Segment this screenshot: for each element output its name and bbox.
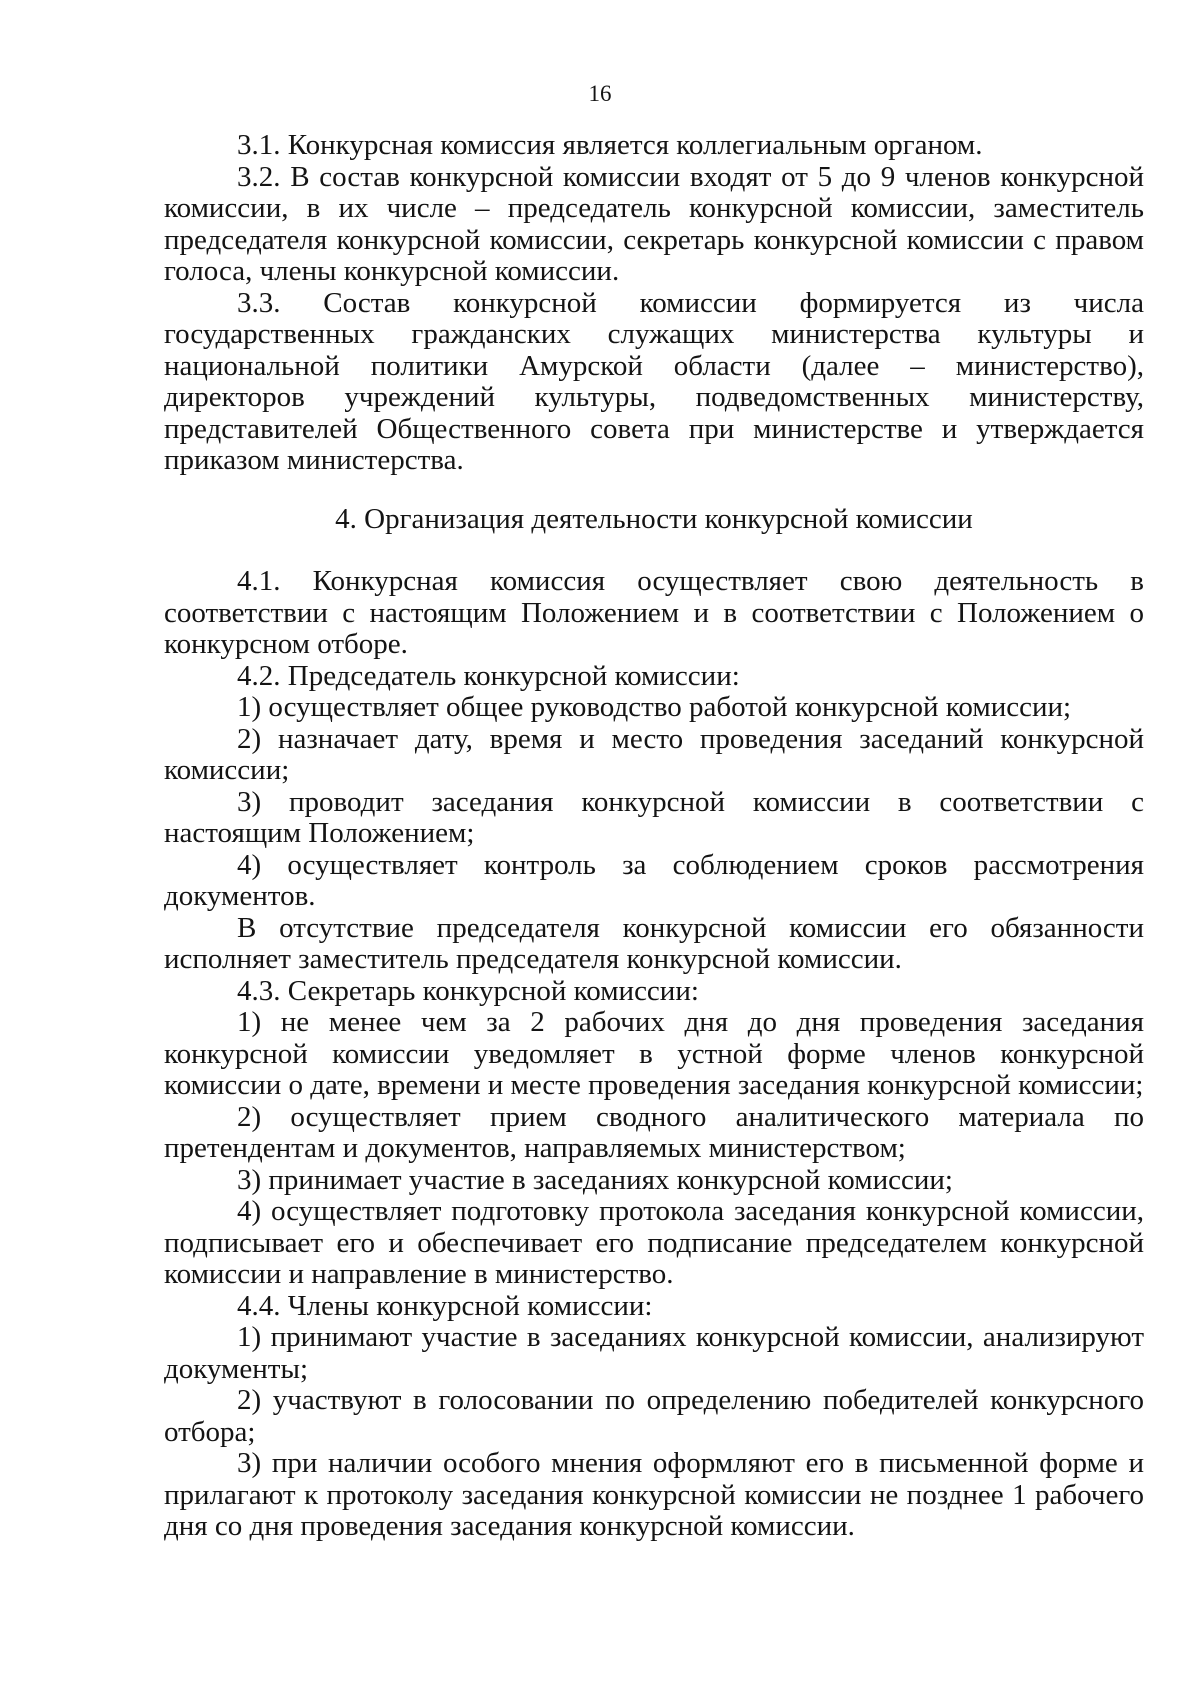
paragraph-4-1: 4.1. Конкурсная комиссия осуществляет свою деятельность в соответствии с настоящим Положением и в соответствии с Положением о конкурсном отборе. bbox=[164, 565, 1144, 660]
paragraph-3-3: 3.3. Состав конкурсной комиссии формируется из числа государственных гражданских служащих министерства культуры и национальной политики Амурской области (далее – министерство), директоров учреждений культуры, подведомственных министерству, представителей Общественного совета при министерстве и утверждается приказом министерства. bbox=[164, 286, 1144, 476]
paragraph-3-2: 3.2. В состав конкурсной комиссии входят от 5 до 9 членов конкурсной комиссии, в их числе – председатель конкурсной комиссии, заместитель председателя конкурсной комиссии, секретарь конкурсной комиссии с правом голоса, члены конкурсной комиссии. bbox=[164, 160, 1144, 287]
list-item-4-3-3: 3) принимает участие в заседаниях конкурсной комиссии; bbox=[237, 1163, 953, 1196]
list-item-4-3-1: 1) не менее чем за 2 рабочих дня до дня проведения заседания конкурсной комиссии уведомляет в устной форме членов конкурсной комиссии о дате, времени и месте проведения заседания конкурсной комиссии; bbox=[164, 1006, 1144, 1101]
paragraph-3-1: 3.1. Конкурсная комиссия является коллегиальным органом. bbox=[237, 129, 983, 161]
list-item-4-4-3: 3) при наличии особого мнения оформляют его в письменной форме и прилагают к протоколу заседания конкурсной комиссии не позднее 1 рабочего дня со дня проведения заседания конкурсной комиссии. bbox=[164, 1447, 1144, 1542]
section-heading-4: 4. Организация деятельности конкурсной комиссии bbox=[335, 502, 973, 535]
list-item-4-2-3: 3) проводит заседания конкурсной комиссии в соответствии с настоящим Положением; bbox=[164, 785, 1144, 849]
paragraph-4-2: 4.2. Председатель конкурсной комиссии: bbox=[237, 659, 740, 692]
page-number: 16 bbox=[588, 81, 612, 106]
list-item-4-2-4: 4) осуществляет контроль за соблюдением сроков рассмотрения документов. bbox=[164, 848, 1144, 912]
paragraph-4-3: 4.3. Секретарь конкурсной комиссии: bbox=[237, 974, 699, 1007]
list-item-4-2-2: 2) назначает дату, время и место проведения заседаний конкурсной комиссии; bbox=[164, 722, 1144, 786]
document-body bbox=[164, 130, 1144, 1543]
list-item-4-4-2: 2) участвуют в голосовании по определению победителей конкурсного отбора; bbox=[164, 1384, 1144, 1448]
list-item-4-3-2: 2) осуществляет прием сводного аналитического материала по претендентам и документов, направляемых министерством; bbox=[164, 1100, 1144, 1164]
list-item-4-3-4: 4) осуществляет подготовку протокола заседания конкурсной комиссии, подписывает его и обеспечивает его подписание председателем конкурсной комиссии и направление в министерство. bbox=[164, 1195, 1144, 1290]
list-item-4-2-1: 1) осуществляет общее руководство работой конкурсной комиссии; bbox=[237, 691, 1072, 723]
paragraph-chair-absence: В отсутствие председателя конкурсной комиссии его обязанности исполняет заместитель председателя конкурсной комиссии. bbox=[164, 911, 1144, 975]
list-item-4-4-1: 1) принимают участие в заседаниях конкурсной комиссии, анализируют документы; bbox=[164, 1321, 1144, 1385]
paragraph-4-4: 4.4. Члены конкурсной комиссии: bbox=[237, 1289, 653, 1322]
